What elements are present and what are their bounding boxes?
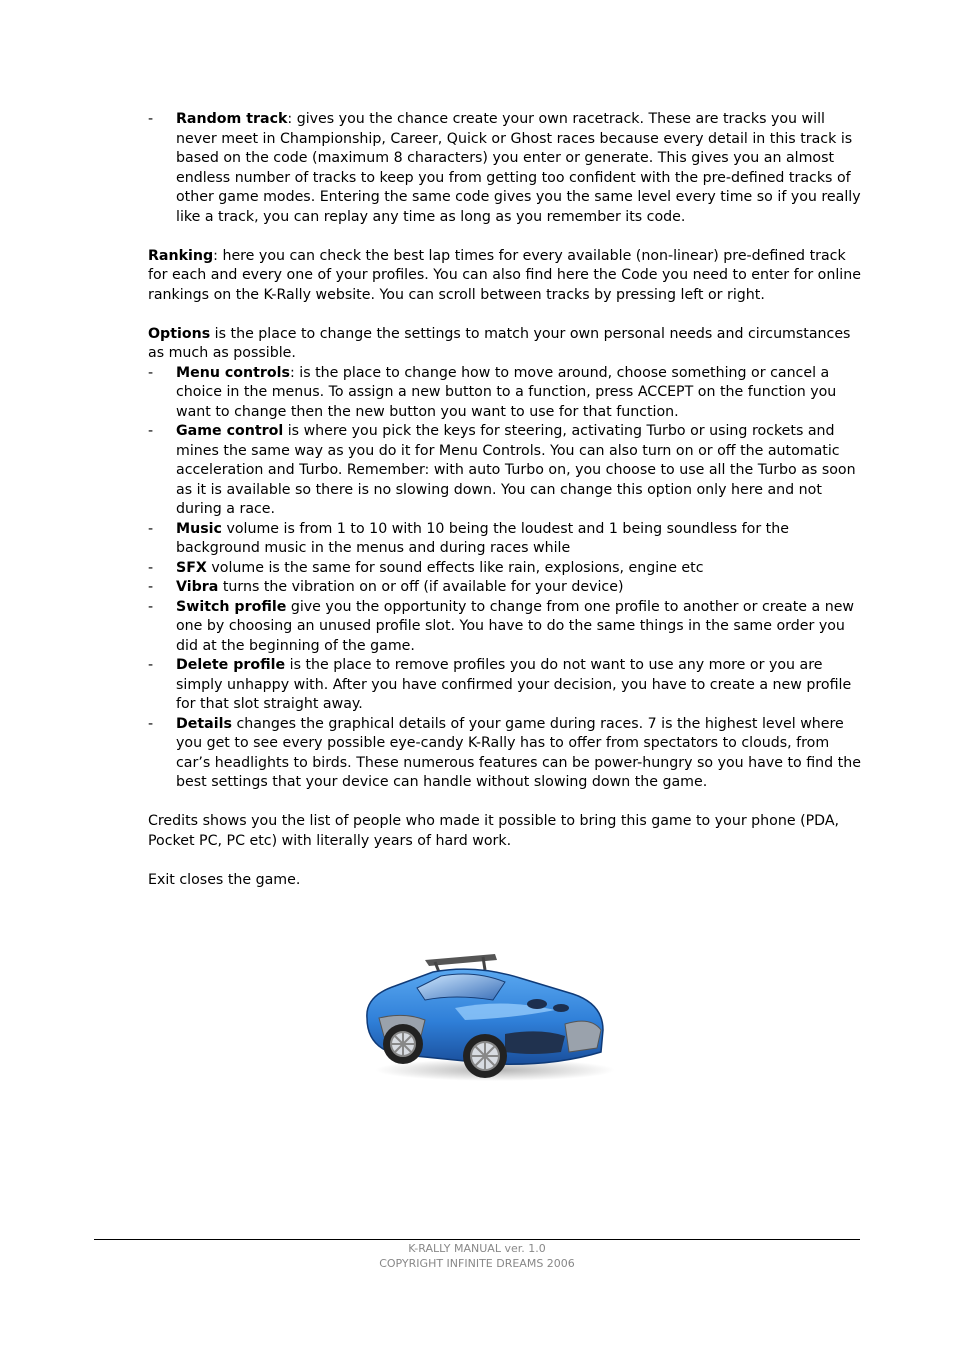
term-options: Options bbox=[148, 325, 211, 342]
list-item-music bbox=[148, 520, 864, 559]
page-footer bbox=[0, 1242, 954, 1271]
list-item-vibra bbox=[148, 578, 864, 598]
term-sfx: SFX bbox=[176, 559, 207, 576]
paragraph-options bbox=[148, 325, 864, 364]
desc-switch-profile: give you the opportunity to change from one profile to another or create a new one by choosing an unused profile slot. You have to do the same things in the same order you did at the beginning of the game. bbox=[176, 598, 855, 654]
list-bullet: - bbox=[148, 715, 154, 732]
list-bullet: - bbox=[148, 579, 154, 595]
desc-details: changes the graphical details of your game during races. 7 is the highest level where you get to see every possible eye-candy K-Rally has to offer from spectators to clouds, from car’s headlights to birds. These numerous features can be power-hungry so you have to find the best settings that your device can handle without slowing down the game. bbox=[176, 715, 861, 790]
term-delete-profile: Delete profile bbox=[176, 657, 286, 673]
list-item-details bbox=[148, 715, 864, 793]
list-bullet: - bbox=[148, 598, 154, 615]
term-vibra: Vibra bbox=[176, 579, 219, 595]
list-bullet: - bbox=[148, 111, 154, 127]
list-bullet: - bbox=[148, 657, 154, 673]
footer-copyright: COPYRIGHT INFINITE DREAMS 2006 bbox=[379, 1256, 575, 1270]
list-item-random-track bbox=[148, 110, 864, 227]
list-bullet: - bbox=[148, 520, 154, 537]
desc-random-track: : gives you the chance create your own racetrack. These are tracks you will never meet in Championship, Career, Quick or Ghost races because every detail in this track is based on the code (maximum 8 characters) you enter or generate. This gives you an almost endless number of tracks to keep you from getting too confident with the pre-defined tracks of other game modes. Entering the same code gives you the same level every time so if you really like a track, you can replay any time as long as you remember its code. bbox=[176, 111, 861, 225]
rally-car-illustration bbox=[355, 948, 620, 1083]
term-ranking: Ranking bbox=[148, 247, 214, 264]
desc-game-control: is where you pick the keys for steering, activating Turbo or using rockets and mines the same way as you do it for Menu Controls. You can also turn on or off the automatic acceleration and Turbo. Remember: with auto Turbo on, you choose to use all the Turbo as soon as it is available so there is no slowing down. You can change this option only here and not during a race. bbox=[176, 423, 856, 517]
term-details: Details bbox=[176, 715, 232, 732]
term-switch-profile: Switch profile bbox=[176, 598, 287, 615]
term-menu-controls: Menu controls bbox=[176, 364, 290, 381]
desc-delete-profile: is the place to remove profiles you do not want to use any more or you are simply unhappy with. After you have confirmed your decision, you have to create a new profile for that slot straight away. bbox=[176, 657, 852, 712]
footer-divider bbox=[94, 1239, 860, 1240]
list-bullet: - bbox=[148, 559, 154, 576]
list-item-sfx bbox=[148, 559, 864, 579]
manual-page-content bbox=[148, 110, 864, 890]
term-random-track: Random track bbox=[176, 111, 288, 127]
desc-options: is the place to change the settings to match your own personal needs and circumstances as much as possible. bbox=[148, 325, 851, 361]
footer-manual-version: K-RALLY MANUAL ver. 1.0 bbox=[408, 1242, 546, 1255]
desc-sfx: volume is the same for sound effects like rain, explosions, engine etc bbox=[206, 559, 704, 576]
desc-ranking: : here you can check the best lap times for every available (non-linear) pre-defined track for each and every one of your profiles. You can also find here the Code you need to enter for online rankings on the K-Rally website. You can scroll between tracks by pressing left or right. bbox=[148, 247, 861, 303]
list-bullet: - bbox=[148, 364, 154, 381]
list-item-menu-controls bbox=[148, 364, 864, 423]
list-item-game-control bbox=[148, 422, 864, 520]
term-music: Music bbox=[176, 520, 222, 537]
desc-music: volume is from 1 to 10 with 10 being the loudest and 1 being soundless for the background music in the menus and during races while bbox=[176, 520, 789, 556]
term-game-control: Game control bbox=[176, 423, 284, 439]
desc-menu-controls: : is the place to change how to move around, choose something or cancel a choice in the menus. To assign a new button to a function, press ACCEPT on the function you want to change then the new button you want to use for that function. bbox=[176, 364, 837, 420]
list-bullet: - bbox=[148, 423, 154, 439]
paragraph-credits: Credits shows you the list of people who made it possible to bring this game to your phone (PDA, Pocket PC, PC etc) with literally years of hard work. bbox=[148, 813, 840, 849]
desc-vibra: turns the vibration on or off (if available for your device) bbox=[218, 579, 624, 595]
list-item-delete-profile bbox=[148, 656, 864, 715]
list-item-switch-profile bbox=[148, 598, 864, 657]
paragraph-ranking bbox=[148, 247, 864, 306]
paragraph-exit: Exit closes the game. bbox=[148, 871, 301, 888]
